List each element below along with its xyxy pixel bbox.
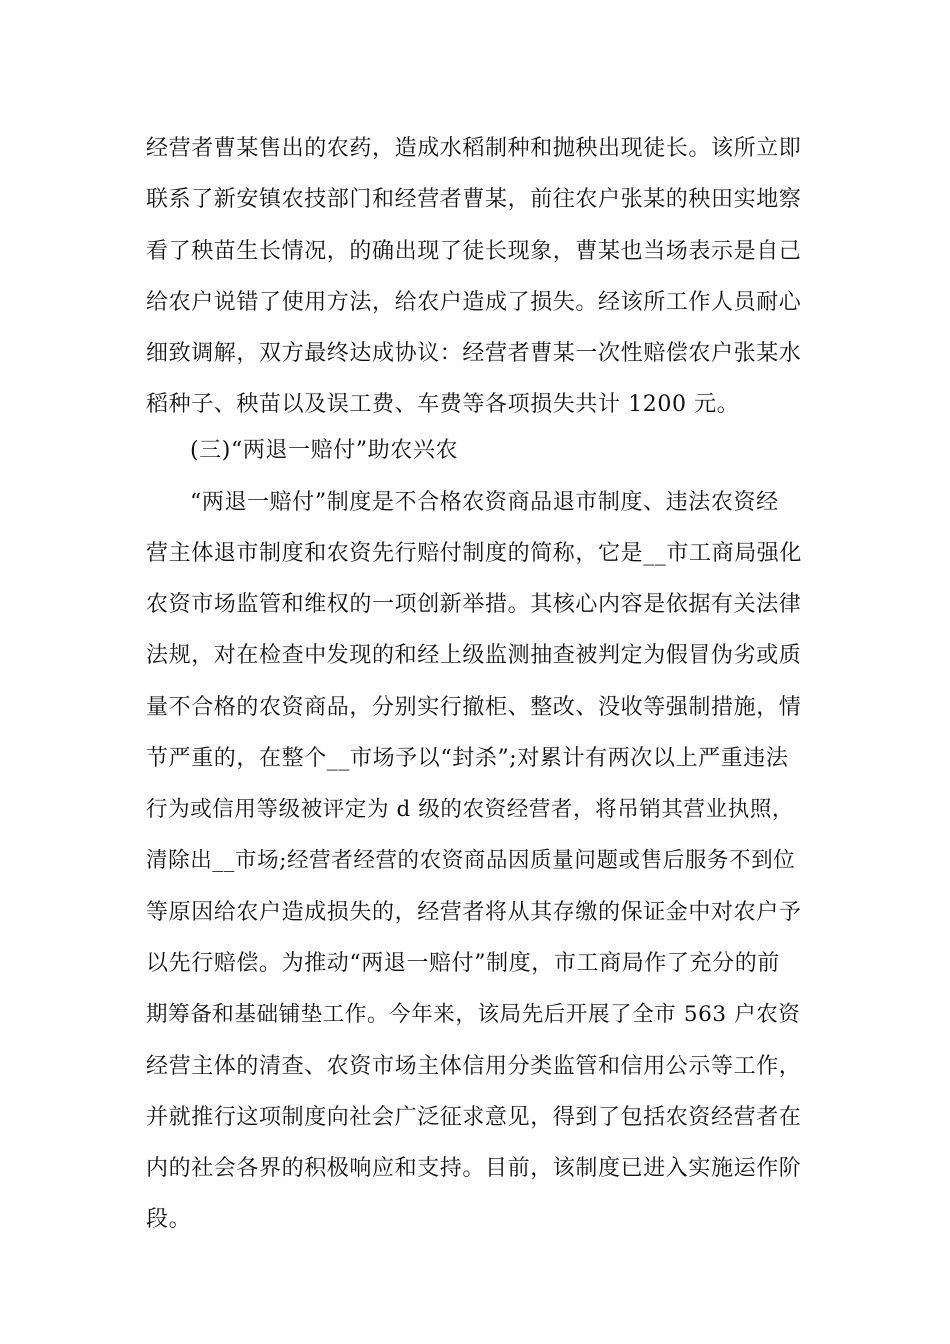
paragraph-line: 联系了新安镇农技部门和经营者曹某，前往农户张某的秧田实地察 <box>146 187 802 212</box>
section-heading: (三)“两退一赔付”助农兴农 <box>190 438 459 463</box>
paragraph-line: 期筹备和基础铺垫工作。今年来，该局先后开展了全市 563 户农资 <box>146 1002 801 1027</box>
paragraph-line: 稻种子、秧苗以及误工费、车费等各项损失共计 1200 元。 <box>146 392 740 417</box>
paragraph-line: 经营主体的清查、农资市场主体信用分类监管和信用公示等工作， <box>146 1054 802 1079</box>
paragraph-line: 以先行赔偿。为推动“两退一赔付”制度，市工商局作了充分的前 <box>146 951 780 976</box>
paragraph-line: 内的社会各界的积极响应和支持。目前，该制度已进入实施运作阶 <box>146 1156 802 1181</box>
paragraph-line: 量不合格的农资商品，分别实行撤柜、整改、没收等强制措施，情 <box>146 695 802 720</box>
paragraph-line: 并就推行这项制度向社会广泛征求意见，得到了包括农资经营者在 <box>146 1105 802 1130</box>
paragraph-line: 细致调解，双方最终达成协议：经营者曹某一次性赔偿农户张某水 <box>146 341 802 366</box>
paragraph-line: 营主体退市制度和农资先行赔付制度的简称，它是__市工商局强化 <box>146 541 803 566</box>
paragraph-line: 清除出__市场;经营者经营的农资商品因质量问题或售后服务不到位 <box>146 848 796 873</box>
paragraph-line: 给农户说错了使用方法，给农户造成了损失。经该所工作人员耐心 <box>146 290 802 315</box>
paragraph-line: 节严重的，在整个__市场予以“封杀”;对累计有两次以上严重违法 <box>146 746 789 771</box>
paragraph-line: 法规，对在检查中发现的和经上级监测抽查被判定为假冒伪劣或质 <box>146 643 802 668</box>
paragraph-line: 看了秧苗生长情况，的确出现了徒长现象，曹某也当场表示是自己 <box>146 239 802 264</box>
paragraph-line: 段。 <box>146 1207 192 1232</box>
paragraph-line: 农资市场监管和维权的一项创新举措。其核心内容是依据有关法律 <box>146 592 802 617</box>
paragraph-line: 行为或信用等级被评定为 d 级的农资经营者，将吊销其营业执照， <box>146 797 795 822</box>
paragraph-line: “两退一赔付”制度是不合格农资商品退市制度、违法农资经 <box>190 490 779 515</box>
paragraph-line: 经营者曹某售出的农药，造成水稻制种和抛秧出现徒长。该所立即 <box>146 136 802 161</box>
paragraph-line: 等原因给农户造成损失的，经营者将从其存缴的保证金中对农户予 <box>146 900 802 925</box>
